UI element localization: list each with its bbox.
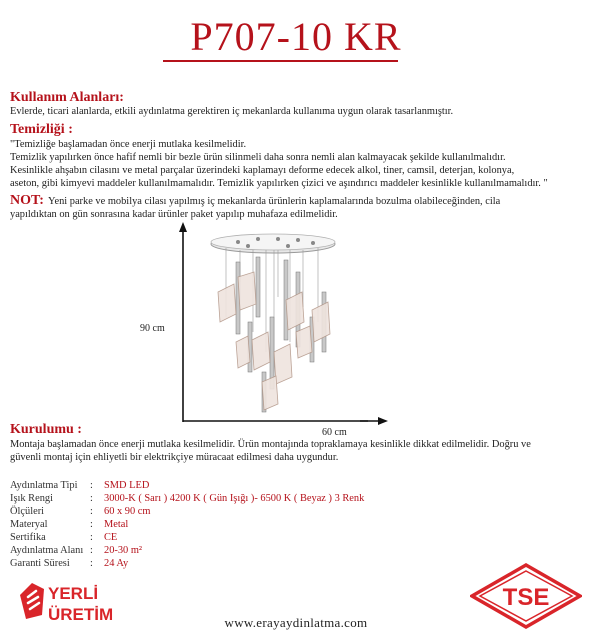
heading-usage-areas: Kullanım Alanları: (10, 90, 124, 105)
heading-cleaning: Temizliği : (10, 122, 73, 137)
spec-label: Materyal (10, 519, 48, 530)
note-line: Yeni parke ve mobilya cilası yapılmış iç mekanlarda ürünlerin kaplamalarında bozulma olabileceğinden, cila (48, 196, 501, 207)
usage-areas-text: Evlerde, ticari alanlarda, etkili aydınlatma gerektiren iç mekanlarda kullanıma uygun olarak tasarlanmıştır. (10, 106, 454, 117)
spec-value: Metal (104, 519, 129, 530)
spec-value: 24 Ay (104, 558, 129, 569)
heading-installation: Kurulumu : (10, 422, 82, 437)
title-underline (163, 60, 398, 62)
height-dimension-label: 90 cm (140, 323, 165, 334)
width-dimension-label: 60 cm (322, 427, 347, 438)
installation-line: Montaja başlamadan önce enerji mutlaka kesilmelidir. Ürün montajında topraklamaya kesinlikle dikkat edilmelidir. Doğru ve (10, 439, 531, 450)
spec-row (10, 518, 128, 531)
spec-separator: : (90, 480, 93, 491)
cleaning-line: Temizlik yapılırken önce hafif nemli bir bezle ürün silinmeli daha sonra nemli alan kalmayacak şekilde kullanılmalıdır. (10, 152, 506, 163)
installation-line: güvenli montaj için ehliyetli bir elektrikçiye müracaat edilmesi daha uygundur. (10, 452, 339, 463)
spec-row (10, 531, 117, 544)
spec-label: Işık Rengi (10, 493, 54, 504)
spec-row (10, 544, 142, 557)
spec-value: 60 x 90 cm (104, 506, 151, 517)
spec-row (10, 557, 128, 570)
spec-row (10, 479, 149, 492)
spec-value: SMD LED (104, 480, 150, 491)
website-url[interactable]: www.erayaydinlatma.com (224, 615, 368, 630)
spec-label: Garanti Süresi (10, 558, 70, 569)
spec-value: 3000-K ( Sarı ) 4200 K ( Gün Işığı )- 6500 K ( Beyaz ) 3 Renk (104, 493, 365, 504)
spec-label: Ölçüleri (10, 506, 45, 517)
tse-logo (470, 563, 582, 629)
product-title: P707-10 KR (190, 14, 402, 59)
spec-label: Aydınlatma Tipi (10, 480, 78, 491)
heading-note: NOT: (10, 193, 44, 208)
cleaning-line: aseton, gibi kimyevi maddeler kullanılmamalıdır. Temizlik yapılırken çizici ve aşındırıcı maddeler kesinlikle kullanılmamalıdır. " (10, 178, 548, 189)
spec-separator: : (90, 506, 93, 517)
cleaning-line: "Temizliğe başlamadan önce enerji mutlaka kesilmelidir. (10, 139, 247, 150)
spec-row (10, 492, 364, 505)
cleaning-line: Kesinlikle ahşabın cilasını ve metal parçalar üzerindeki kaplamayı deforme edecek alkol, tiner, camsil, deterjan, kolonya, (10, 165, 515, 176)
yerli-text: YERLİ (48, 584, 99, 603)
chandelier-illustration (178, 222, 368, 422)
spec-label: Sertifika (10, 532, 46, 543)
uretim-text: ÜRETİM (48, 605, 114, 624)
spec-separator: : (90, 493, 93, 504)
spec-value: CE (104, 532, 118, 543)
ceiling-canopy (211, 234, 335, 253)
note-line: yapıldıktan on gün sonrasına kadar ürünler paket yapılıp muhafaza edilmelidir. (10, 209, 338, 220)
spec-label: Aydınlatma Alanı (10, 545, 84, 556)
height-dimension-arrow (179, 222, 187, 422)
spec-separator: : (90, 545, 93, 556)
spec-value: 20-30 m² (104, 545, 143, 556)
spec-separator: : (90, 519, 93, 530)
spec-row (10, 505, 150, 518)
width-dimension-arrowhead (360, 416, 390, 428)
tse-text: TSE (502, 584, 550, 611)
spec-separator: : (90, 532, 93, 543)
spec-separator: : (90, 558, 93, 569)
